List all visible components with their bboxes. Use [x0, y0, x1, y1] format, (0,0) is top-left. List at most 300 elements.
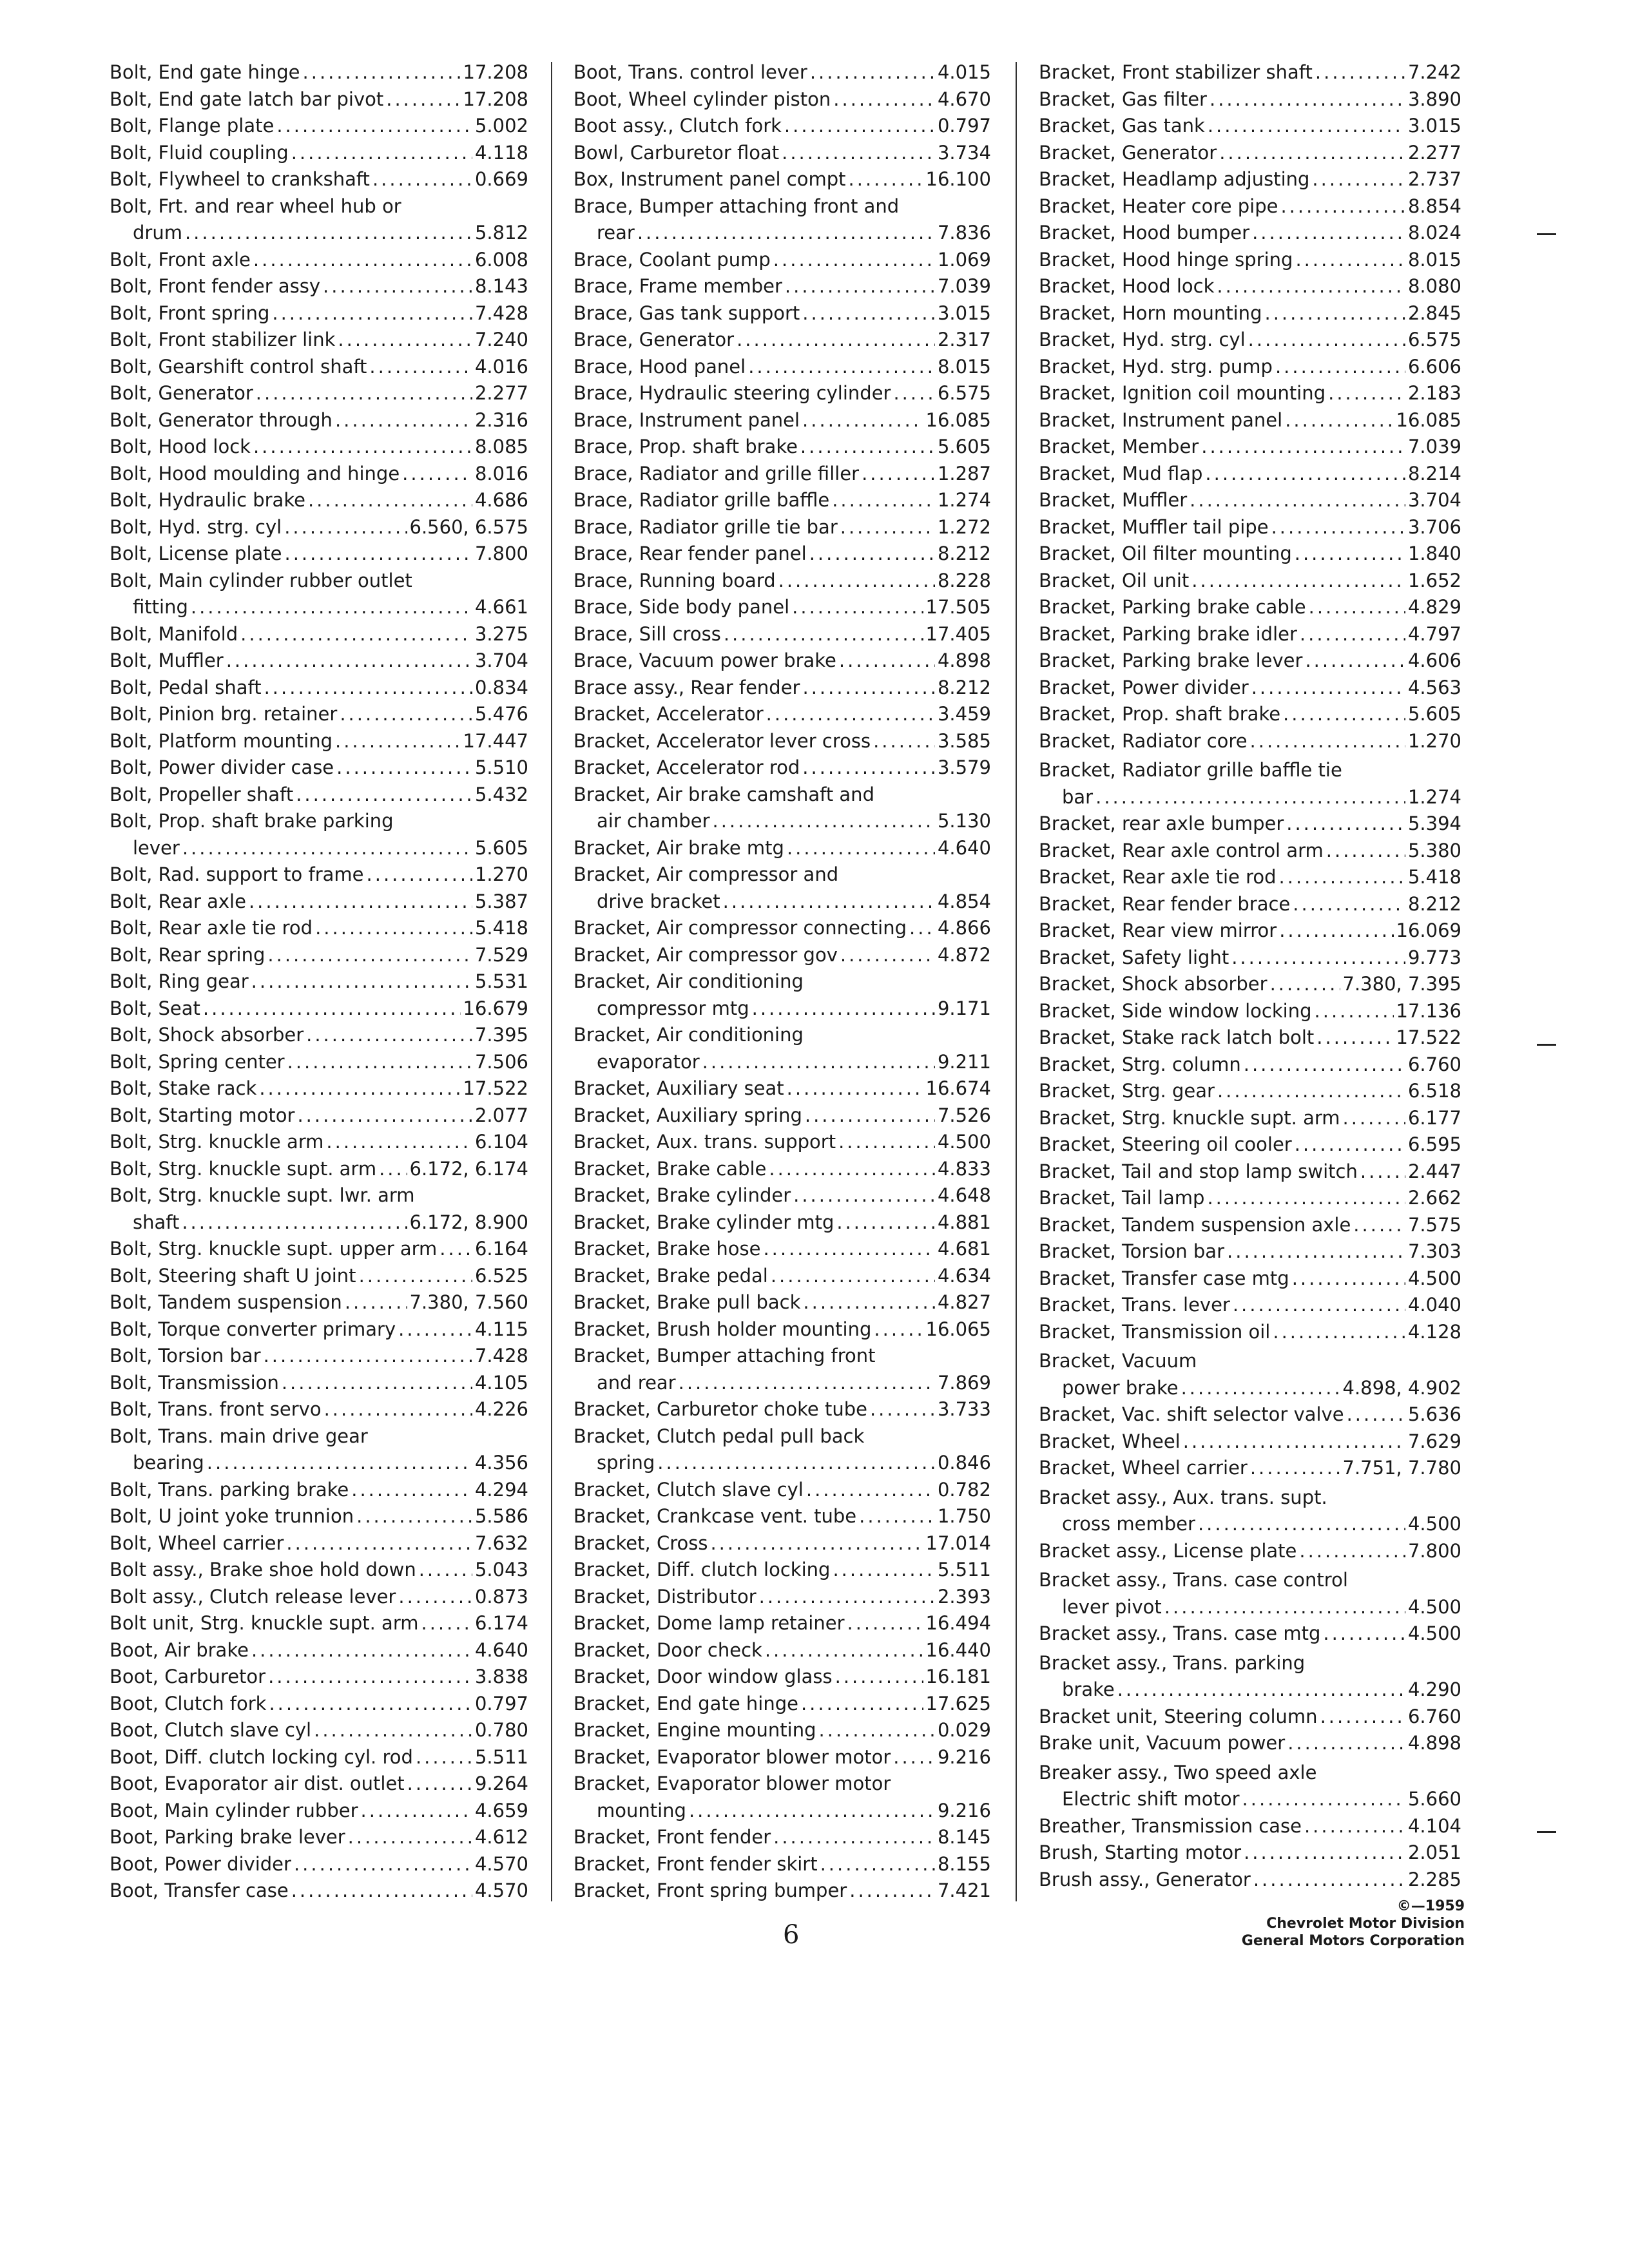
entry-page-ref: 1.840 [1407, 543, 1461, 564]
dot-leader [1190, 487, 1405, 514]
index-entry [574, 648, 991, 675]
entry-name: rear [597, 222, 635, 244]
entry-line [574, 1584, 991, 1611]
index-entry [110, 1049, 528, 1076]
entry-name: Bracket, Rear axle control arm [1039, 839, 1324, 861]
entry-name: Brace, Prop. shaft brake [574, 436, 798, 457]
dot-leader [793, 1182, 935, 1209]
entry-line [110, 1878, 528, 1905]
entry-page-ref: 3.706 [1407, 515, 1461, 538]
entry-page-ref: 7.575 [1407, 1213, 1461, 1236]
index-entry [574, 380, 991, 407]
dot-leader [264, 1343, 472, 1370]
index-entry [110, 461, 528, 488]
entry-continuation-line [574, 1450, 991, 1477]
dot-leader [679, 1370, 935, 1397]
dot-leader [800, 434, 935, 461]
entry-name: Bolt, Trans. main drive gear [110, 1425, 368, 1447]
entry-line [110, 568, 528, 595]
entry-name: Brace, Radiator grille tie bar [574, 515, 838, 538]
dot-leader [802, 754, 935, 782]
entry-page-ref: 5.511 [474, 1745, 528, 1768]
entry-name: Bracket, Trans. lever [1039, 1294, 1230, 1316]
dot-leader [315, 915, 472, 942]
entry-name: Brace, Instrument panel [574, 408, 800, 431]
index-entry [110, 1343, 528, 1370]
dot-leader [893, 380, 935, 407]
entry-page-ref: 5.812 [474, 222, 528, 244]
entry-line [1039, 864, 1461, 891]
entry-line [574, 166, 991, 193]
entry-page-ref: 5.130 [937, 810, 991, 832]
entry-name: Bolt assy., Brake shoe hold down [110, 1559, 416, 1581]
entry-line [110, 1824, 528, 1851]
dot-leader [226, 648, 472, 675]
entry-name: Bracket, Front fender skirt [574, 1852, 818, 1875]
index-entry [1039, 1840, 1461, 1867]
entry-page-ref: 4.128 [1407, 1320, 1461, 1343]
entry-name: Bolt, Frt. and rear wheel hub or [110, 195, 401, 217]
index-entry [1039, 1348, 1461, 1401]
dot-leader [294, 1851, 472, 1878]
entry-line [1039, 1650, 1461, 1677]
entry-name: Bracket, Instrument panel [1039, 408, 1283, 431]
dot-leader [272, 300, 472, 327]
entry-page-ref: 4.563 [1407, 676, 1461, 698]
entry-line [1039, 1024, 1461, 1052]
entry-page-ref: 7.380, 7.395 [1342, 973, 1461, 995]
entry-line [1039, 675, 1461, 702]
entry-name: Bracket, Air brake mtg [574, 836, 784, 859]
dot-leader [784, 113, 935, 140]
entry-name: Bracket, Crankcase vent. tube [574, 1505, 857, 1527]
entry-name: Brace, Gas tank support [574, 302, 800, 324]
dot-leader [297, 1102, 472, 1129]
entry-line [110, 434, 528, 461]
entry-line [1039, 648, 1461, 675]
entry-page-ref: 17.522 [1396, 1026, 1461, 1048]
entry-line [1039, 1185, 1461, 1212]
entry-page-ref: 4.898 [1407, 1732, 1461, 1754]
entry-line [110, 327, 528, 354]
entry-line [574, 942, 991, 969]
entry-name: Bracket, Tail and stop lamp switch [1039, 1160, 1358, 1182]
index-entry [1039, 166, 1461, 193]
entry-name: Bracket, Rear axle tie rod [1039, 866, 1277, 888]
entry-page-ref: 4.105 [474, 1371, 528, 1394]
dot-leader [369, 354, 472, 381]
entry-name: Bracket, Strg. gear [1039, 1080, 1215, 1102]
entry-line [574, 915, 991, 942]
entry-line [110, 1503, 528, 1530]
entry-continuation-line [1039, 784, 1461, 811]
entry-page-ref: 5.418 [474, 917, 528, 939]
entry-line [1039, 487, 1461, 514]
index-entry [1039, 327, 1461, 354]
dot-leader [1326, 838, 1405, 865]
index-entry [1039, 1650, 1461, 1704]
entry-name: shaft [133, 1211, 180, 1233]
entry-page-ref: 5.510 [474, 756, 528, 778]
entry-line [574, 300, 991, 327]
entry-name: Bolt, Rad. support to frame [110, 863, 364, 885]
index-entry [110, 1878, 528, 1905]
dot-leader [766, 701, 935, 728]
entry-page-ref: 3.704 [1407, 489, 1461, 511]
entry-line [1039, 1212, 1461, 1239]
copyright-year: ©—1959 [1396, 1898, 1465, 1914]
entry-page-ref: 4.294 [474, 1478, 528, 1501]
dot-leader [1117, 1677, 1405, 1704]
index-entry [1039, 1212, 1461, 1239]
entry-name: Bolt, Front spring [110, 302, 270, 324]
index-entry [110, 942, 528, 969]
dot-leader [182, 835, 472, 862]
dot-leader [336, 754, 472, 782]
dot-leader [1315, 59, 1405, 86]
dot-leader [862, 461, 935, 488]
index-entry [110, 1289, 528, 1316]
dot-leader [421, 1610, 472, 1637]
entry-page-ref: 16.100 [925, 168, 991, 190]
entry-line [1039, 113, 1461, 140]
index-entry [1039, 1567, 1461, 1620]
entry-name: Bracket, Evaporator blower motor [574, 1745, 891, 1768]
index-entry [110, 995, 528, 1023]
entry-name: Bolt, Hydraulic brake [110, 489, 305, 511]
entry-line [110, 968, 528, 995]
index-entry [574, 113, 991, 140]
dot-leader [191, 594, 472, 621]
entry-name: Bolt, Stake rack [110, 1077, 257, 1099]
entry-line [1039, 971, 1461, 998]
entry-line [110, 648, 528, 675]
dot-leader [778, 568, 935, 595]
entry-page-ref: 5.394 [1407, 812, 1461, 834]
entry-page-ref: 8.155 [937, 1852, 991, 1875]
entry-line [110, 1530, 528, 1557]
entry-page-ref: 8.024 [1407, 222, 1461, 244]
entry-page-ref: 2.277 [474, 382, 528, 404]
entry-page-ref: 4.659 [474, 1799, 528, 1821]
index-entry [574, 1423, 991, 1477]
entry-line [574, 1878, 991, 1905]
entry-page-ref: 4.640 [937, 836, 991, 859]
entry-name: Brace, Sill cross [574, 622, 721, 645]
entry-page-ref: 1.270 [1407, 729, 1461, 752]
entry-line [110, 621, 528, 648]
entry-line [1039, 1567, 1461, 1594]
entry-line [574, 1717, 991, 1744]
copyright-division: Chevrolet Motor Division [1266, 1916, 1465, 1932]
entry-page-ref: 8.212 [937, 676, 991, 698]
entry-page-ref: 4.634 [937, 1264, 991, 1287]
index-entry [110, 754, 528, 782]
index-entry [574, 1209, 991, 1236]
entry-page-ref: 8.143 [474, 275, 528, 297]
dot-leader [836, 1209, 935, 1236]
index-entry [110, 166, 528, 193]
entry-line [1039, 1238, 1461, 1265]
dot-leader [259, 1075, 460, 1102]
entry-name: Bolt, End gate latch bar pivot [110, 88, 384, 110]
dot-leader [840, 514, 935, 541]
entry-page-ref: 6.606 [1407, 355, 1461, 378]
dot-leader [1273, 1319, 1405, 1346]
entry-page-ref: 5.605 [1407, 703, 1461, 725]
entry-page-ref: 6.104 [474, 1131, 528, 1153]
dot-leader [1316, 1024, 1393, 1052]
dot-leader [267, 942, 472, 969]
entry-name: Bolt, Front fender assy [110, 275, 321, 297]
index-entry [574, 1610, 991, 1637]
entry-name: Boot, Main cylinder rubber [110, 1799, 358, 1821]
entry-name: Bracket, Ignition coil mounting [1039, 382, 1326, 404]
index-entry [574, 1289, 991, 1316]
index-entry [574, 1664, 991, 1691]
index-entry [1039, 247, 1461, 274]
entry-page-ref: 4.118 [474, 141, 528, 164]
entry-line [574, 1236, 991, 1263]
entry-name: Bolt unit, Strg. knuckle supt. arm [110, 1612, 419, 1634]
index-entry [1039, 1813, 1461, 1840]
entry-line [1039, 1265, 1461, 1293]
dot-leader [1208, 113, 1405, 140]
index-entry [574, 675, 991, 702]
dot-leader [1253, 1867, 1405, 1894]
entry-line [110, 701, 528, 728]
index-entry [110, 701, 528, 728]
index-entry [110, 407, 528, 434]
entry-line [574, 1477, 991, 1504]
entry-line [1039, 594, 1461, 621]
entry-name: Bracket, Vac. shift selector valve [1039, 1403, 1344, 1425]
dot-leader [748, 354, 935, 381]
entry-name: Bracket, Brake pedal [574, 1264, 768, 1287]
dot-leader [832, 487, 935, 514]
dot-leader [771, 1263, 935, 1290]
entry-line [110, 1637, 528, 1664]
entry-line [110, 59, 528, 86]
index-entry [574, 915, 991, 942]
index-entry [110, 380, 528, 407]
index-entry [110, 568, 528, 621]
entry-page-ref: 1.287 [937, 462, 991, 485]
entry-page-ref: 7.629 [1407, 1430, 1461, 1452]
dot-leader [303, 59, 461, 86]
entry-line [1039, 1131, 1461, 1158]
entry-page-ref: 5.002 [474, 115, 528, 137]
index-entry [574, 1744, 991, 1771]
index-entry [574, 594, 991, 621]
entry-name: Bolt, U joint yoke trunnion [110, 1505, 354, 1527]
dot-leader [1353, 1212, 1405, 1239]
entry-name: Brace, Running board [574, 569, 776, 591]
index-entry [110, 1798, 528, 1825]
index-entry [1039, 487, 1461, 514]
entry-name: Bracket, Diff. clutch locking [574, 1559, 831, 1581]
entry-line [574, 648, 991, 675]
entry-name: Bracket, Air conditioning [574, 1024, 804, 1046]
entry-page-ref: 5.605 [474, 836, 528, 859]
entry-name: Bracket, Transfer case mtg [1039, 1267, 1289, 1289]
dot-leader [356, 1503, 472, 1530]
entry-name: Bracket, Front fender [574, 1826, 771, 1848]
entry-page-ref: 6.525 [474, 1264, 528, 1287]
index-entry [110, 782, 528, 809]
index-entry [574, 514, 991, 541]
dot-leader [1283, 701, 1405, 728]
entry-name: Bracket, Parking brake cable [1039, 596, 1306, 618]
dot-leader [847, 1610, 923, 1637]
entry-name: Bolt, Generator [110, 382, 253, 404]
dot-leader [689, 1798, 935, 1825]
entry-name: Bracket, Aux. trans. support [574, 1131, 836, 1153]
entry-page-ref: 9.171 [937, 997, 991, 1019]
entry-name: Bolt, Hood moulding and hinge [110, 462, 400, 485]
entry-line [574, 1156, 991, 1183]
entry-page-ref: 1.270 [474, 863, 528, 885]
index-entry [1039, 1704, 1461, 1731]
entry-line [110, 1370, 528, 1397]
dot-leader [398, 1316, 472, 1343]
index-entry [574, 461, 991, 488]
entry-name: Boot, Trans. control lever [574, 61, 807, 83]
index-entry [110, 86, 528, 113]
dot-leader [276, 113, 472, 140]
entry-name: Bracket, Brake cable [574, 1157, 767, 1180]
index-entry [1039, 1620, 1461, 1648]
entry-continuation-line [574, 808, 991, 835]
entry-name: Bracket, Prop. shaft brake [1039, 703, 1281, 725]
entry-line [1039, 140, 1461, 167]
dot-leader [1252, 220, 1405, 247]
dot-leader [769, 1156, 935, 1183]
dot-leader [820, 1851, 935, 1878]
dot-leader [713, 808, 935, 835]
entry-page-ref: 5.043 [474, 1559, 528, 1581]
dot-leader [185, 220, 472, 247]
entry-page-ref: 6.560, 6.575 [409, 515, 528, 538]
index-entry [1039, 675, 1461, 702]
entry-page-ref: 2.737 [1407, 168, 1461, 190]
entry-name: Bracket, Air compressor and [574, 863, 839, 885]
entry-name: Boot, Clutch slave cyl [110, 1719, 312, 1741]
entry-name: Bracket, Auxiliary seat [574, 1077, 784, 1099]
dot-leader [849, 1878, 935, 1905]
entry-page-ref: 6.172, 8.900 [409, 1211, 528, 1233]
dot-leader [1095, 784, 1405, 811]
entry-name: Bracket, Brake hose [574, 1238, 761, 1260]
entry-page-ref: 2.316 [474, 408, 528, 431]
index-entry [1039, 1131, 1461, 1158]
dot-leader [737, 327, 935, 354]
entry-name: Bracket, Muffler tail pipe [1039, 515, 1269, 538]
entry-line [110, 407, 528, 434]
entry-line [110, 728, 528, 755]
index-entry [1039, 648, 1461, 675]
entry-line [574, 380, 991, 407]
dot-leader [286, 1530, 472, 1557]
entry-page-ref: 2.183 [1407, 382, 1461, 404]
entry-line [110, 1423, 528, 1450]
entry-page-ref: 4.612 [474, 1826, 528, 1848]
dot-leader [1251, 675, 1405, 702]
entry-page-ref: 2.317 [937, 329, 991, 351]
entry-line [110, 1049, 528, 1076]
entry-name: Boot, Air brake [110, 1639, 249, 1661]
entry-name: Bolt, Starting motor [110, 1104, 295, 1126]
index-entry [574, 1477, 991, 1504]
entry-line [574, 247, 991, 274]
entry-page-ref: 5.380 [1407, 839, 1461, 861]
entry-name: Bolt, Pinion brg. retainer [110, 703, 338, 725]
index-entry [110, 1129, 528, 1156]
entry-line [1039, 1813, 1461, 1840]
index-entry [574, 300, 991, 327]
entry-line [574, 568, 991, 595]
dot-leader [345, 1289, 407, 1316]
dot-leader [809, 541, 935, 568]
dot-leader [874, 1316, 923, 1343]
entry-name: Bracket, Stake rack latch bolt [1039, 1026, 1315, 1048]
entry-page-ref: 3.015 [937, 302, 991, 324]
entry-page-ref: 4.500 [1407, 1267, 1461, 1289]
entry-name: Brush, Starting motor [1039, 1841, 1242, 1863]
dot-leader [1217, 273, 1405, 300]
entry-name: Bracket unit, Steering column [1039, 1705, 1318, 1727]
entry-line [110, 808, 528, 835]
dot-leader [338, 327, 472, 354]
entry-line [574, 1610, 991, 1637]
entry-name: Bracket, Clutch pedal pull back [574, 1425, 865, 1447]
index-entry [1039, 1078, 1461, 1105]
entry-page-ref: 0.782 [937, 1478, 991, 1501]
index-entry [110, 1182, 528, 1236]
entry-continuation-line [574, 889, 991, 916]
entry-name: Bolt, Flywheel to crankshaft [110, 168, 370, 190]
dot-leader [1323, 1620, 1405, 1648]
entry-line [110, 782, 528, 809]
dot-leader [1183, 1428, 1405, 1456]
entry-name: Bracket, Hood bumper [1039, 222, 1250, 244]
entry-page-ref: 4.500 [937, 1131, 991, 1153]
entry-page-ref: 16.069 [1396, 919, 1461, 941]
entry-page-ref: 6.760 [1407, 1053, 1461, 1075]
entry-line [1039, 461, 1461, 488]
dot-leader [1312, 166, 1405, 193]
entry-name: Bracket, Strg. knuckle supt. arm [1039, 1106, 1340, 1129]
entry-page-ref: 2.393 [937, 1585, 991, 1608]
entry-line [1039, 407, 1461, 434]
entry-page-ref: 4.661 [474, 596, 528, 618]
entry-name: Brace assy., Rear fender [574, 676, 800, 698]
index-entry [1039, 838, 1461, 865]
margin-mark [1537, 1044, 1556, 1046]
entry-line [574, 1209, 991, 1236]
entry-line [110, 193, 528, 220]
entry-line [574, 1691, 991, 1718]
entry-line [110, 1289, 528, 1316]
entry-page-ref: 0.029 [937, 1719, 991, 1741]
entry-name: Bracket, Parking brake lever [1039, 649, 1303, 671]
index-entry [110, 1557, 528, 1584]
index-entry [1039, 1538, 1461, 1565]
entry-page-ref: 7.380, 7.560 [409, 1291, 528, 1313]
index-entry [574, 541, 991, 568]
entry-line [574, 434, 991, 461]
dot-leader [909, 915, 935, 942]
